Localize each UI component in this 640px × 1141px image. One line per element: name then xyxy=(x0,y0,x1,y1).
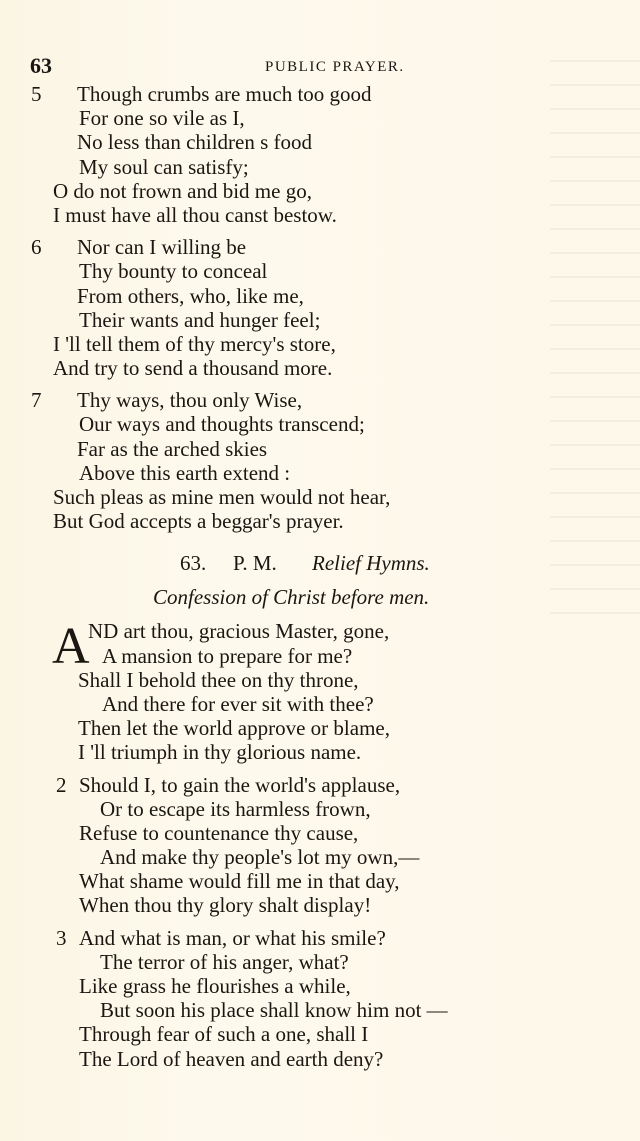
verse-line: Thy bounty to conceal xyxy=(79,259,268,284)
verse-line: Far as the arched skies xyxy=(77,436,268,461)
verse-line: My soul can satisfy; xyxy=(79,154,249,179)
verse-line: Shall I behold thee on thy throne, xyxy=(78,667,359,692)
stanza-7 xyxy=(0,388,640,533)
verse-line: O do not frown and bid me go, xyxy=(53,178,312,203)
verse-line: And what is man, or what his smile? xyxy=(79,925,386,950)
verse-line: But soon his place shall know him not — xyxy=(100,998,448,1023)
verse-line: From others, who, like me, xyxy=(77,283,304,308)
hymn-number: 63. xyxy=(180,551,207,576)
verse-line: What shame would fill me in that day, xyxy=(79,869,400,894)
verse-line: Then let the world approve or blame, xyxy=(78,716,390,741)
drop-cap: A xyxy=(52,618,90,676)
stanza-number: 5 xyxy=(31,82,42,106)
stanza-2 xyxy=(0,773,640,918)
verse-line: Or to escape its harmless frown, xyxy=(100,796,371,821)
verse-line: For one so vile as I, xyxy=(79,106,245,131)
stanza-number: 2 xyxy=(56,772,67,797)
verse-line: But God accepts a beggar's prayer. xyxy=(53,509,344,534)
verse-line: Above this earth extend : xyxy=(79,460,291,485)
stanza-5 xyxy=(0,82,640,227)
stanza-number: 6 xyxy=(31,235,42,260)
verse-line: I 'll tell them of thy mercy's store, xyxy=(53,331,336,356)
page-body xyxy=(0,82,640,1079)
verse-line: Thy ways, thou only Wise, xyxy=(77,388,303,413)
verse-line: The Lord of heaven and earth deny? xyxy=(79,1046,384,1071)
hymn-source: Relief Hymns. xyxy=(312,551,430,576)
verse-line: Refuse to countenance thy cause, xyxy=(79,820,359,845)
verse-line: No less than children s food xyxy=(77,130,313,155)
verse-line: I must have all thou canst bestow. xyxy=(53,202,337,227)
verse-line: And try to send a thousand more. xyxy=(53,356,333,381)
verse-line: Their wants and hunger feel; xyxy=(79,307,321,332)
verse-line: ND art thou, gracious Master, gone, xyxy=(88,619,390,644)
verse-line: And make thy people's lot my own,— xyxy=(100,845,420,870)
stanza-6 xyxy=(0,235,640,380)
verse-line: Our ways and thoughts transcend; xyxy=(79,412,365,437)
verse-line: Such pleas as mine men would not hear, xyxy=(53,485,391,509)
running-head: PUBLIC PRAYER. xyxy=(265,59,405,75)
verse-line: I 'll triumph in thy glorious name. xyxy=(78,740,362,765)
stanza-number: 7 xyxy=(31,388,42,413)
verse-line: Should I, to gain the world's applause, xyxy=(79,772,401,797)
stanza-1 xyxy=(0,619,640,764)
verse-line: Nor can I willing be xyxy=(77,235,247,260)
verse-line: The terror of his anger, what? xyxy=(100,949,349,974)
page-number: 63 xyxy=(30,53,52,78)
hymn-heading xyxy=(0,551,640,585)
hymn-meter: P. M. xyxy=(233,551,277,576)
verse-line: Through fear of such a one, shall I xyxy=(79,1022,369,1047)
verse-line: Like grass he flourishes a while, xyxy=(79,974,351,998)
stanza-3 xyxy=(0,926,640,1071)
verse-line: And there for ever sit with thee? xyxy=(102,691,374,716)
verse-line: A mansion to prepare for me? xyxy=(102,643,353,668)
stanza-number: 3 xyxy=(56,925,67,950)
verse-line: Though crumbs are much too good xyxy=(77,82,372,106)
verse-line: When thou thy glory shalt display! xyxy=(79,893,372,918)
hymn-title: Confession of Christ before men. xyxy=(153,585,430,610)
page-header xyxy=(30,53,610,79)
